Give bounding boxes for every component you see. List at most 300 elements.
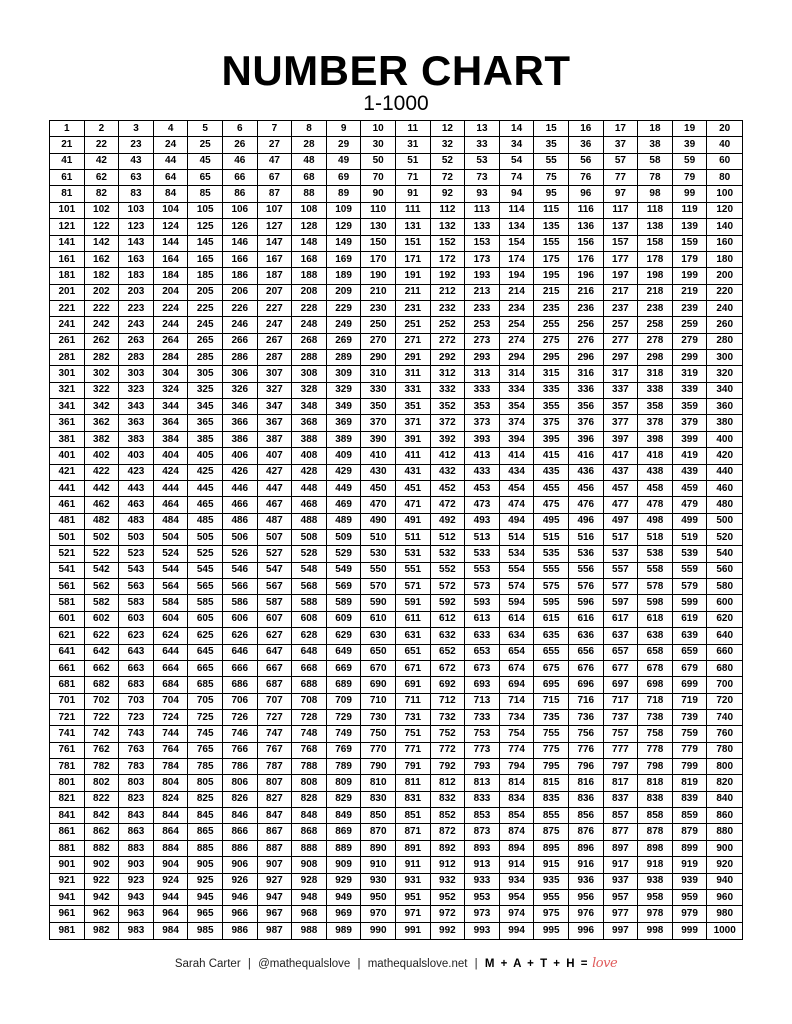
number-cell: 334: [500, 383, 535, 399]
number-cell: 344: [154, 399, 189, 415]
number-cell: 146: [223, 236, 258, 252]
number-cell: 529: [327, 546, 362, 562]
number-cell: 920: [707, 857, 742, 873]
number-cell: 208: [292, 285, 327, 301]
number-cell: 662: [85, 661, 120, 677]
number-cell: 319: [673, 366, 708, 382]
number-cell: 337: [604, 383, 639, 399]
number-cell: 871: [396, 824, 431, 840]
number-cell: 408: [292, 448, 327, 464]
number-cell: 855: [534, 808, 569, 824]
number-cell: 825: [188, 792, 223, 808]
number-cell: 449: [327, 481, 362, 497]
number-cell: 425: [188, 465, 223, 481]
number-cell: 950: [361, 890, 396, 906]
number-cell: 530: [361, 546, 396, 562]
number-cell: 560: [707, 563, 742, 579]
number-cell: 704: [154, 694, 189, 710]
number-cell: 897: [604, 841, 639, 857]
number-cell: 971: [396, 906, 431, 922]
number-cell: 168: [292, 252, 327, 268]
number-cell: 964: [154, 906, 189, 922]
number-cell: 50: [361, 154, 396, 170]
number-cell: 239: [673, 301, 708, 317]
number-cell: 756: [569, 726, 604, 742]
number-cell: 169: [327, 252, 362, 268]
number-cell: 967: [258, 906, 293, 922]
number-cell: 448: [292, 481, 327, 497]
number-cell: 217: [604, 285, 639, 301]
number-cell: 384: [154, 432, 189, 448]
number-cell: 958: [638, 890, 673, 906]
number-cell: 924: [154, 874, 189, 890]
number-cell: 13: [465, 121, 500, 137]
number-cell: 368: [292, 415, 327, 431]
number-cell: 361: [50, 415, 85, 431]
number-cell: 65: [188, 170, 223, 186]
number-cell: 982: [85, 923, 120, 939]
number-cell: 91: [396, 186, 431, 202]
number-cell: 296: [569, 350, 604, 366]
number-cell: 22: [85, 137, 120, 153]
number-cell: 830: [361, 792, 396, 808]
number-cell: 778: [638, 743, 673, 759]
number-cell: 359: [673, 399, 708, 415]
number-cell: 890: [361, 841, 396, 857]
number-cell: 759: [673, 726, 708, 742]
number-cell: 542: [85, 563, 120, 579]
number-cell: 719: [673, 694, 708, 710]
number-cell: 88: [292, 186, 327, 202]
number-cell: 163: [119, 252, 154, 268]
number-cell: 324: [154, 383, 189, 399]
number-cell: 689: [327, 677, 362, 693]
number-cell: 520: [707, 530, 742, 546]
number-cell: 463: [119, 497, 154, 513]
number-cell: 876: [569, 824, 604, 840]
number-cell: 451: [396, 481, 431, 497]
number-cell: 477: [604, 497, 639, 513]
number-cell: 797: [604, 759, 639, 775]
number-cell: 511: [396, 530, 431, 546]
number-cell: 681: [50, 677, 85, 693]
number-cell: 481: [50, 514, 85, 530]
number-cell: 336: [569, 383, 604, 399]
number-cell: 41: [50, 154, 85, 170]
number-cell: 330: [361, 383, 396, 399]
number-cell: 351: [396, 399, 431, 415]
number-cell: 201: [50, 285, 85, 301]
number-cell: 750: [361, 726, 396, 742]
number-cell: 882: [85, 841, 120, 857]
number-cell: 268: [292, 334, 327, 350]
number-cell: 72: [431, 170, 466, 186]
number-cell: 437: [604, 465, 639, 481]
number-cell: 905: [188, 857, 223, 873]
number-cell: 730: [361, 710, 396, 726]
number-cell: 206: [223, 285, 258, 301]
number-cell: 360: [707, 399, 742, 415]
number-cell: 687: [258, 677, 293, 693]
number-cell: 138: [638, 219, 673, 235]
number-cell: 67: [258, 170, 293, 186]
number-cell: 524: [154, 546, 189, 562]
number-cell: 707: [258, 694, 293, 710]
number-cell: 64: [154, 170, 189, 186]
number-cell: 666: [223, 661, 258, 677]
number-cell: 69: [327, 170, 362, 186]
number-cell: 167: [258, 252, 293, 268]
number-cell: 822: [85, 792, 120, 808]
number-cell: 726: [223, 710, 258, 726]
number-cell: 207: [258, 285, 293, 301]
number-cell: 200: [707, 268, 742, 284]
number-cell: 574: [500, 579, 535, 595]
number-cell: 165: [188, 252, 223, 268]
number-cell: 489: [327, 514, 362, 530]
number-cell: 820: [707, 775, 742, 791]
number-cell: 56: [569, 154, 604, 170]
number-cell: 586: [223, 595, 258, 611]
number-cell: 277: [604, 334, 639, 350]
number-cell: 300: [707, 350, 742, 366]
number-cell: 765: [188, 743, 223, 759]
number-cell: 749: [327, 726, 362, 742]
number-cell: 26: [223, 137, 258, 153]
number-cell: 102: [85, 203, 120, 219]
number-cell: 711: [396, 694, 431, 710]
number-cell: 401: [50, 448, 85, 464]
number-cell: 248: [292, 317, 327, 333]
number-cell: 584: [154, 595, 189, 611]
number-cell: 594: [500, 595, 535, 611]
footer-author: Sarah Carter: [174, 958, 241, 970]
number-cell: 582: [85, 595, 120, 611]
number-cell: 44: [154, 154, 189, 170]
number-cell: 304: [154, 366, 189, 382]
number-cell: 699: [673, 677, 708, 693]
number-cell: 298: [638, 350, 673, 366]
number-cell: 937: [604, 874, 639, 890]
number-cell: 396: [569, 432, 604, 448]
number-cell: 996: [569, 923, 604, 939]
number-cell: 136: [569, 219, 604, 235]
number-cell: 52: [431, 154, 466, 170]
number-cell: 265: [188, 334, 223, 350]
number-cell: 53: [465, 154, 500, 170]
number-cell: 171: [396, 252, 431, 268]
number-cell: 327: [258, 383, 293, 399]
number-cell: 961: [50, 906, 85, 922]
number-cell: 850: [361, 808, 396, 824]
number-cell: 744: [154, 726, 189, 742]
number-cell: 193: [465, 268, 500, 284]
number-cell: 441: [50, 481, 85, 497]
number-cell: 979: [673, 906, 708, 922]
number-cell: 591: [396, 595, 431, 611]
number-cell: 539: [673, 546, 708, 562]
number-cell: 592: [431, 595, 466, 611]
number-cell: 849: [327, 808, 362, 824]
number-cell: 383: [119, 432, 154, 448]
number-cell: 2: [85, 121, 120, 137]
number-cell: 83: [119, 186, 154, 202]
number-cell: 610: [361, 612, 396, 628]
number-cell: 872: [431, 824, 466, 840]
number-cell: 715: [534, 694, 569, 710]
number-cell: 989: [327, 923, 362, 939]
number-cell: 755: [534, 726, 569, 742]
number-cell: 562: [85, 579, 120, 595]
number-cell: 407: [258, 448, 293, 464]
number-cell: 331: [396, 383, 431, 399]
number-cell: 128: [292, 219, 327, 235]
number-cell: 899: [673, 841, 708, 857]
number-cell: 76: [569, 170, 604, 186]
number-cell: 644: [154, 645, 189, 661]
number-cell: 353: [465, 399, 500, 415]
number-cell: 502: [85, 530, 120, 546]
number-cell: 166: [223, 252, 258, 268]
number-cell: 738: [638, 710, 673, 726]
number-cell: 79: [673, 170, 708, 186]
number-cell: 966: [223, 906, 258, 922]
number-cell: 159: [673, 236, 708, 252]
number-cell: 1000: [713, 924, 736, 936]
footer-site: mathequalslove.net: [367, 958, 468, 970]
number-cell: 420: [707, 448, 742, 464]
number-cell: 812: [431, 775, 466, 791]
number-cell: 631: [396, 628, 431, 644]
number-cell: 835: [534, 792, 569, 808]
number-cell: 628: [292, 628, 327, 644]
number-cell: 340: [707, 383, 742, 399]
number-cell: 14: [500, 121, 535, 137]
number-cell: 901: [50, 857, 85, 873]
number-cell: 99: [673, 186, 708, 202]
number-cell: 739: [673, 710, 708, 726]
number-cell: 357: [604, 399, 639, 415]
number-cell: 980: [707, 906, 742, 922]
number-cell: 289: [327, 350, 362, 366]
number-cell: 552: [431, 563, 466, 579]
number-cell: 603: [119, 612, 154, 628]
number-cell: 534: [500, 546, 535, 562]
number-cell: 914: [500, 857, 535, 873]
number-cell: 444: [154, 481, 189, 497]
number-cell: 869: [327, 824, 362, 840]
number-cell: 70: [361, 170, 396, 186]
number-cell: 720: [707, 694, 742, 710]
number-cell: 347: [258, 399, 293, 415]
number-cell: 819: [673, 775, 708, 791]
number-cell: 910: [361, 857, 396, 873]
number-cell: 864: [154, 824, 189, 840]
number-cell: 605: [188, 612, 223, 628]
number-cell: 134: [500, 219, 535, 235]
number-cell: 808: [292, 775, 327, 791]
number-cell: 62: [85, 170, 120, 186]
number-cell: 454: [500, 481, 535, 497]
footer-separator: |: [247, 958, 251, 970]
number-cell: 295: [534, 350, 569, 366]
number-cell: 282: [85, 350, 120, 366]
number-cell: 815: [534, 775, 569, 791]
number-cell: 634: [500, 628, 535, 644]
number-cell: 243: [119, 317, 154, 333]
number-cell: 677: [604, 661, 639, 677]
number-cell: 734: [500, 710, 535, 726]
number-cell: 147: [258, 236, 293, 252]
number-cell: 556: [569, 563, 604, 579]
number-cell: 504: [154, 530, 189, 546]
number-cell: 518: [638, 530, 673, 546]
number-cell: 670: [361, 661, 396, 677]
number-cell: 484: [154, 514, 189, 530]
number-cell: 450: [361, 481, 396, 497]
footer-separator: |: [357, 958, 361, 970]
number-cell: 478: [638, 497, 673, 513]
number-cell: 627: [258, 628, 293, 644]
number-cell: 575: [534, 579, 569, 595]
number-cell: 321: [50, 383, 85, 399]
number-cell: 762: [85, 743, 120, 759]
number-cell: 880: [707, 824, 742, 840]
number-cell: 708: [292, 694, 327, 710]
number-cell: 285: [188, 350, 223, 366]
number-cell: 490: [361, 514, 396, 530]
number-cell: 427: [258, 465, 293, 481]
number-cell: 839: [673, 792, 708, 808]
number-cell: 760: [707, 726, 742, 742]
number-cell: 940: [707, 874, 742, 890]
number-cell: 172: [431, 252, 466, 268]
number-cell: 314: [500, 366, 535, 382]
number-cell: 519: [673, 530, 708, 546]
number-cell: 28: [292, 137, 327, 153]
number-cell: 570: [361, 579, 396, 595]
number-cell: 970: [361, 906, 396, 922]
number-cell: 162: [85, 252, 120, 268]
page-title: NUMBER CHART: [221, 47, 571, 94]
number-cell: 180: [707, 252, 742, 268]
number-cell: 15: [534, 121, 569, 137]
number-cell: 723: [119, 710, 154, 726]
number-cell: 110: [361, 203, 396, 219]
number-cell: 731: [396, 710, 431, 726]
number-cell: 231: [396, 301, 431, 317]
number-cell: 455: [534, 481, 569, 497]
number-cell: 323: [119, 383, 154, 399]
number-cell: 879: [673, 824, 708, 840]
number-cell: 419: [673, 448, 708, 464]
number-cell: 700: [707, 677, 742, 693]
number-cell: 992: [431, 923, 466, 939]
number-cell: 189: [327, 268, 362, 284]
number-cell: 847: [258, 808, 293, 824]
number-cell: 19: [673, 121, 708, 137]
number-cell: 173: [465, 252, 500, 268]
number-cell: 343: [119, 399, 154, 415]
number-cell: 695: [534, 677, 569, 693]
number-cell: 761: [50, 743, 85, 759]
number-cell: 984: [154, 923, 189, 939]
number-cell: 909: [327, 857, 362, 873]
number-cell: 987: [258, 923, 293, 939]
number-cell: 386: [223, 432, 258, 448]
number-cell: 8: [292, 121, 327, 137]
number-cell: 242: [85, 317, 120, 333]
number-cell: 915: [534, 857, 569, 873]
number-cell: 801: [50, 775, 85, 791]
number-cell: 352: [431, 399, 466, 415]
number-cell: 253: [465, 317, 500, 333]
number-cell: 571: [396, 579, 431, 595]
number-cell: 229: [327, 301, 362, 317]
number-cell: 646: [223, 645, 258, 661]
number-cell: 619: [673, 612, 708, 628]
number-cell: 144: [154, 236, 189, 252]
number-cell: 164: [154, 252, 189, 268]
number-cell: 975: [534, 906, 569, 922]
number-cell: 342: [85, 399, 120, 415]
number-cell: 382: [85, 432, 120, 448]
number-cell: 999: [673, 923, 708, 939]
number-cell: 59: [673, 154, 708, 170]
number-cell: 235: [534, 301, 569, 317]
number-cell: 459: [673, 481, 708, 497]
number-cell: 264: [154, 334, 189, 350]
number-cell: 947: [258, 890, 293, 906]
number-cell: 727: [258, 710, 293, 726]
number-cell: 926: [223, 874, 258, 890]
number-cell: 183: [119, 268, 154, 284]
number-cell: 124: [154, 219, 189, 235]
number-cell: 537: [604, 546, 639, 562]
number-cell: 772: [431, 743, 466, 759]
number-cell: 883: [119, 841, 154, 857]
number-cell: 18: [638, 121, 673, 137]
number-cell: 702: [85, 694, 120, 710]
number-cell: 645: [188, 645, 223, 661]
number-cell: 68: [292, 170, 327, 186]
number-cell: 895: [534, 841, 569, 857]
number-cell: 817: [604, 775, 639, 791]
number-cell: 813: [465, 775, 500, 791]
number-cell: 852: [431, 808, 466, 824]
number-cell: 718: [638, 694, 673, 710]
number-cell: 297: [604, 350, 639, 366]
number-cell: 25: [188, 137, 223, 153]
number-cell: 697: [604, 677, 639, 693]
number-cell: 292: [431, 350, 466, 366]
number-cell: 415: [534, 448, 569, 464]
number-cell: 527: [258, 546, 293, 562]
number-cell: 279: [673, 334, 708, 350]
number-cell: 280: [707, 334, 742, 350]
number-cell: 873: [465, 824, 500, 840]
footer-logo-love: love: [592, 956, 618, 971]
number-cell: 877: [604, 824, 639, 840]
number-cell: 137: [604, 219, 639, 235]
number-cell: 768: [292, 743, 327, 759]
number-cell: 617: [604, 612, 639, 628]
number-cell: 424: [154, 465, 189, 481]
number-cell: 466: [223, 497, 258, 513]
number-cell: 446: [223, 481, 258, 497]
number-cell: 814: [500, 775, 535, 791]
number-cell: 735: [534, 710, 569, 726]
